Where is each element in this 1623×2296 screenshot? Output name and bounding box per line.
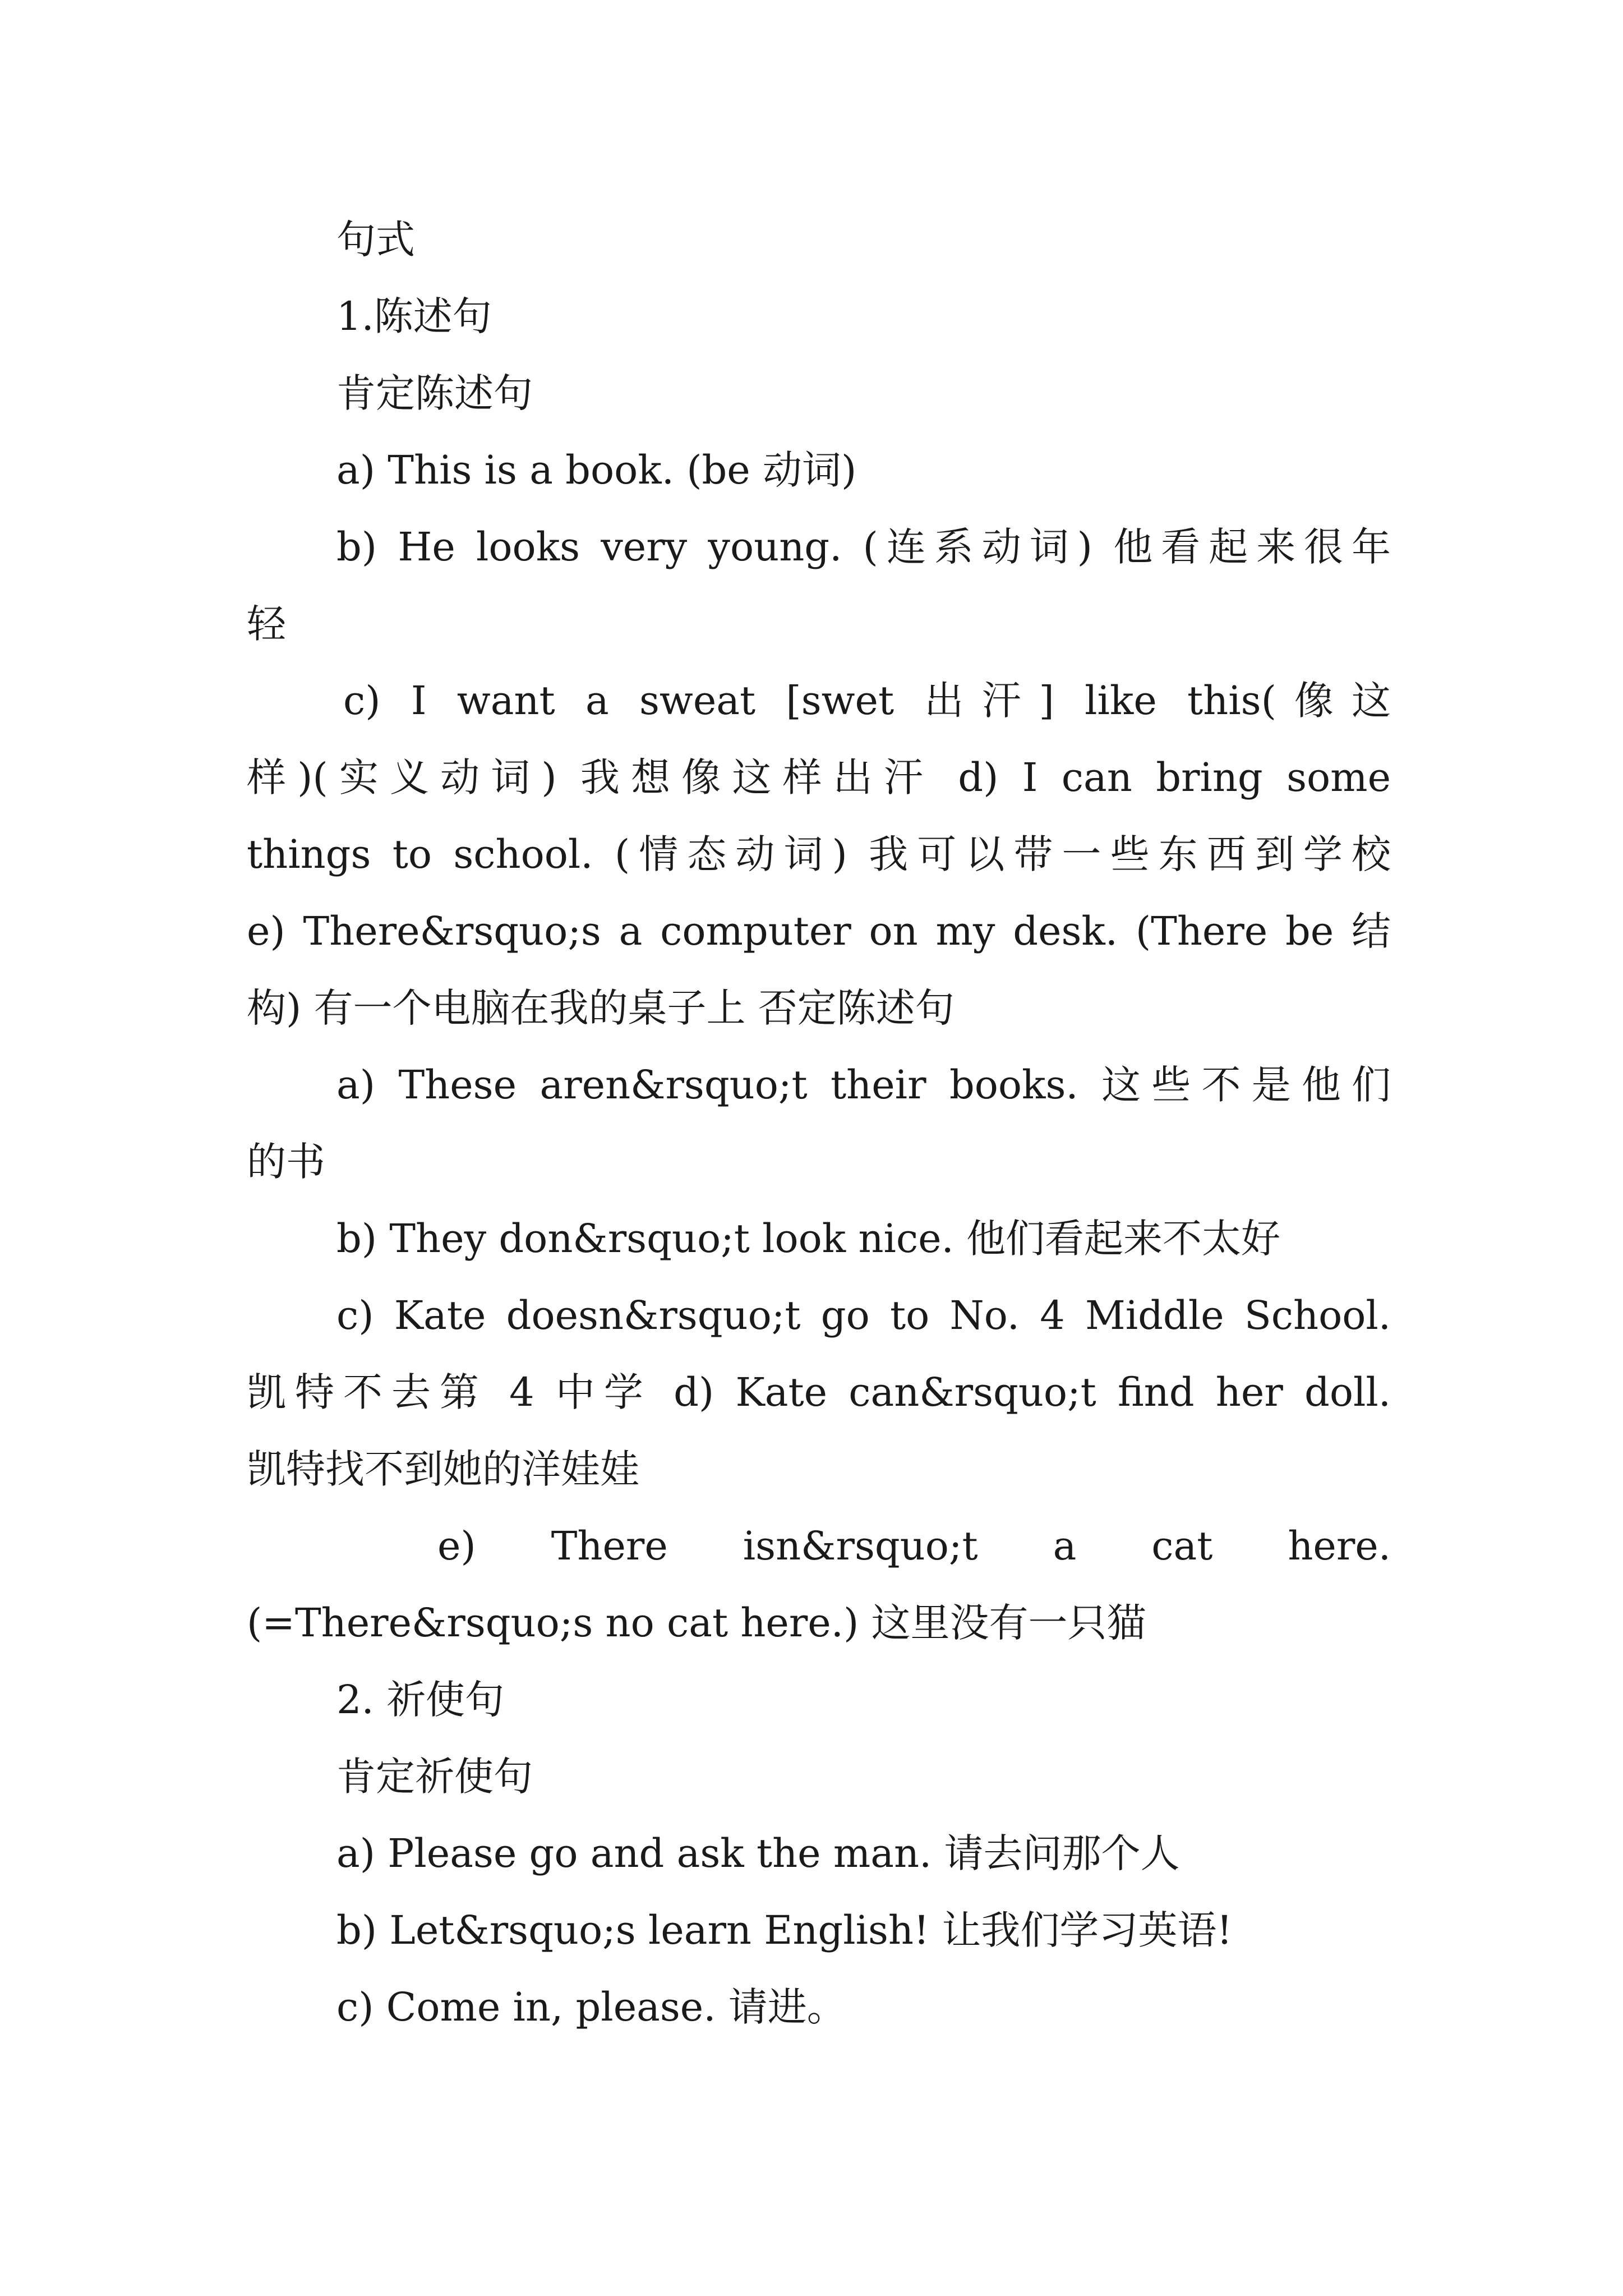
example-line: c) I want a sweat [swet 出汗] like this(像这 xyxy=(343,678,1391,724)
heading-affirmative-declarative: 肯定陈述句 xyxy=(336,370,533,416)
example-line: e) There&rsquo;s a computer on my desk. (There be 结 xyxy=(247,908,1391,954)
example-line: 凯特不去第 4 中学 d) Kate can&rsquo;t find her doll. xyxy=(247,1369,1391,1415)
example-line: a) Please go and ask the man. 请去问那个人 xyxy=(336,1830,1180,1876)
example-line: e) There isn&rsquo;t a cat here. xyxy=(437,1523,1391,1569)
heading-sentence-patterns: 句式 xyxy=(336,217,415,263)
example-line: 凯特找不到她的洋娃娃 xyxy=(247,1446,639,1492)
example-line: 样)(实义动词) 我想像这样出汗 d) I can bring some xyxy=(247,754,1391,800)
example-line: a) This is a book. (be 动词) xyxy=(336,447,857,493)
example-line: b) Let&rsquo;s learn English! 让我们学习英语! xyxy=(336,1907,1233,1953)
heading-affirmative-imperative: 肯定祈使句 xyxy=(336,1754,533,1800)
example-line: b) They don&rsquo;t look nice. 他们看起来不太好 xyxy=(336,1216,1281,1262)
example-line: c) Come in, please. 请进。 xyxy=(336,1984,846,2030)
example-line: 构) 有一个电脑在我的桌子上 否定陈述句 xyxy=(247,985,955,1031)
example-line: (=There&rsquo;s no cat here.) 这里没有一只猫 xyxy=(247,1600,1146,1646)
example-line: 轻 xyxy=(247,601,286,647)
example-line: a) These aren&rsquo;t their books. 这些不是他们 xyxy=(336,1062,1391,1108)
example-line: b) He looks very young. (连系动词) 他看起来很年 xyxy=(336,524,1391,570)
example-line: 的书 xyxy=(247,1139,325,1185)
example-line: c) Kate doesn&rsquo;t go to No. 4 Middle School. xyxy=(336,1292,1391,1338)
heading-declarative: 1.陈述句 xyxy=(336,293,492,339)
heading-imperative: 2. 祈使句 xyxy=(336,1677,505,1723)
example-line: things to school. (情态动词) 我可以带一些东西到学校 xyxy=(247,831,1391,877)
